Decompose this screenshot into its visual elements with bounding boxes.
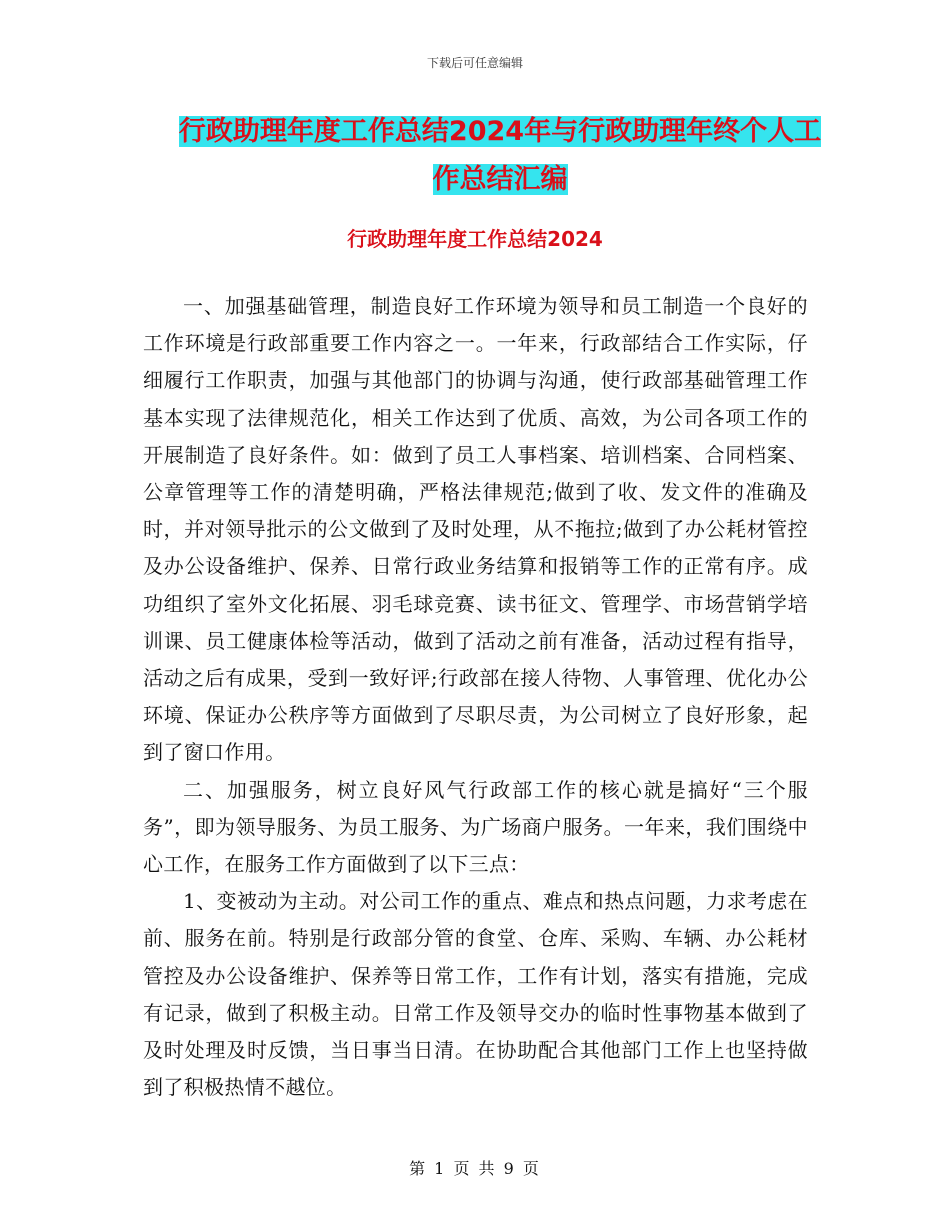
title-line-1: 行政助理年度工作总结2024年与行政助理年终个人工 xyxy=(178,116,822,147)
document-title xyxy=(140,108,860,204)
document-body xyxy=(143,288,808,1106)
header-note: 下载后可任意编辑 xyxy=(426,56,523,70)
paragraph-1: 一、加强基础管理，制造良好工作环境为领导和员工制造一个良好的工作环境是行政部重要工作内容之一。一年来，行政部结合工作实际，仔细履行工作职责，加强与其他部门的协调与沟通，使行政部基础管理工作基本实现了法律规范化，相关工作达到了优质、高效，为公司各项工作的开展制造了良好条件。如：做到了员工人事档案、培训档案、合同档案、公章管理等工作的清楚明确，严格法律规范;做到了收、发文件的准确及时，并对领导批示的公文做到了及时处理，从不拖拉;做到了办公耗材管控及办公设备维护、保养、日常行政业务结算和报销等工作的正常有序。成功组织了室外文化拓展、羽毛球竞赛、读书征文、管理学、市场营销学培训课、员工健康体检等活动，做到了活动之前有准备，活动过程有指导，活动之后有成果，受到一致好评;行政部在接人待物、人事管理、优化办公环境、保证办公秩序等方面做到了尽职尽责，为公司树立了良好形象，起到了窗口作用。 xyxy=(143,294,808,765)
paragraph-2: 二、加强服务，树立良好风气行政部工作的核心就是搞好“三个服务”，即为领导服务、为员工服务、为广场商户服务。一年来，我们围绕中心工作，在服务工作方面做到了以下三点： xyxy=(143,777,808,877)
section-title: 行政助理年度工作总结2024 xyxy=(347,227,603,251)
paragraph-3: 1、变被动为主动。对公司工作的重点、难点和热点问题，力求考虑在前、服务在前。特别是行政部分管的食堂、仓库、采购、车辆、办公耗材管控及办公设备维护、保养等日常工作，工作有计划，落实有措施，完成有记录，做到了积极主动。日常工作及领导交办的临时性事物基本做到了及时处理及时反馈，当日事当日清。在协助配合其他部门工作上也坚持做到了积极热情不越位。 xyxy=(143,889,808,1100)
title-line-2: 作总结汇编 xyxy=(432,164,568,195)
page-number: 第 1 页 共 9 页 xyxy=(409,1159,541,1178)
